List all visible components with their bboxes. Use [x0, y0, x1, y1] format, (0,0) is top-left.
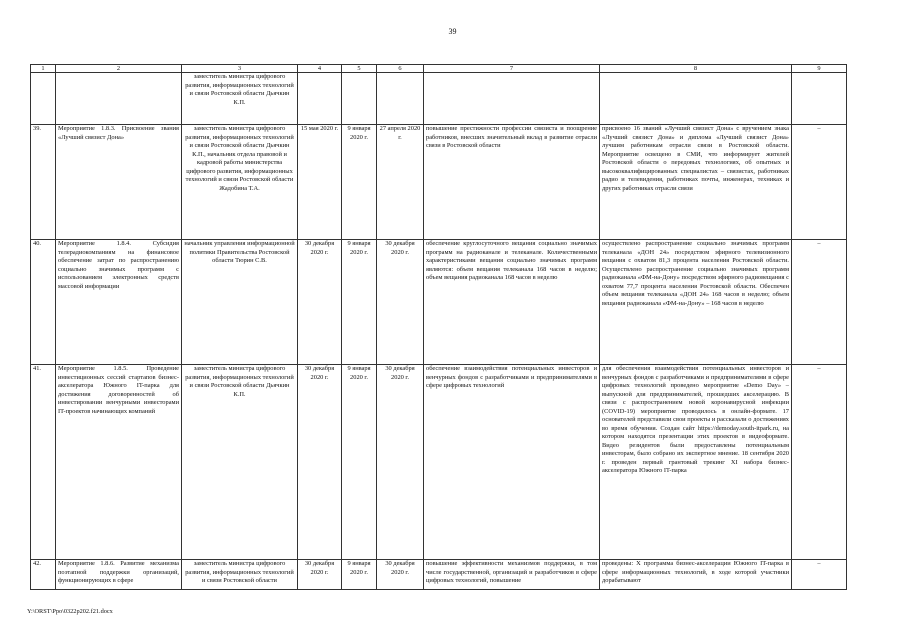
plan-start-cell [298, 73, 342, 125]
row-number: 40. [31, 240, 56, 365]
table-row [31, 73, 847, 125]
plan-end-cell: 9 января 2020 г. [342, 125, 377, 240]
plan-end-cell: 9 января 2020 г. [342, 240, 377, 365]
event-cell: Мероприятие 1.8.5. Проведение инвестиционных сессий стартапов бизнес-акселератора Южного IT-парка для достижения договоренностей об инвестировании венчурными инвесторами IT-проектов начинающих компаний [56, 365, 182, 560]
event-cell: Мероприятие 1.8.3. Присвоение звания «Лучший связист Дона» [56, 125, 182, 240]
column-header: 3 [182, 65, 298, 73]
table-row [31, 240, 847, 365]
actual-result-cell: проведены: X программа бизнес-акселерации Южного IT-парка в сфере информационных технологий, в ходе которой участники дорабатывают [600, 560, 792, 590]
actual-result-cell [600, 73, 792, 125]
column-header: 2 [56, 65, 182, 73]
actual-end-cell: 30 декабря 2020 г. [377, 560, 424, 590]
note-cell: – [792, 365, 847, 560]
actual-end-cell: 30 декабря 2020 г. [377, 365, 424, 560]
column-header: 4 [298, 65, 342, 73]
row-number: 39. [31, 125, 56, 240]
table-row [31, 560, 847, 590]
executor-cell: заместитель министра цифрового развития, информационных технологий и связи Ростовской области Дьячкин К.П., начальник отдела правовой и кадровой работы министерства цифрового развития, информационных технологий и связи Ростовской области Жадобина Т.А. [182, 125, 298, 240]
actual-result-cell: присвоено 16 званий «Лучший связист Дона» с вручением знака «Лучший связист Дона» и диплома «Лучший связист Дона» лучшим работникам отрасли связи в Ростовской области. Мероприятие освещено в СМИ, что информирует жителей Ростовской области о передовых технологиях, об опытных и высококвалифицированных специалистах – связистах, работниках радио и телевидения, работниках почты, инженерах, техниках и других работниках отрасли связи [600, 125, 792, 240]
plan-end-cell: 9 января 2020 г. [342, 560, 377, 590]
expected-result-cell: обеспечение круглосуточного вещания социально значимых программ на радиоканале и телеканале. Количественными характеристиками вещания социально значимых программ являются: объем вещания телеканала 168 часов в неделю; объем вещания радиоканала 168 часов в неделю [424, 240, 600, 365]
executor-cell: начальник управления информационной политики Правительства Ростовской области Тюрин С.В. [182, 240, 298, 365]
executor-cell: заместитель министра цифрового развития, информационных технологий и связи Ростовской области [182, 560, 298, 590]
column-header: 7 [424, 65, 600, 73]
plan-start-cell: 30 декабря 2020 г. [298, 240, 342, 365]
column-header: 6 [377, 65, 424, 73]
event-cell: Мероприятие 1.8.4. Субсидия телерадиокомпаниям на финансовое обеспечение затрат по распространению социально значимых программ с использованием электронных средств массовой информации [56, 240, 182, 365]
row-number: 42. [31, 560, 56, 590]
note-cell [792, 73, 847, 125]
column-header: 9 [792, 65, 847, 73]
actual-end-cell: 27 апреля 2020 г. [377, 125, 424, 240]
row-number: 41. [31, 365, 56, 560]
report-table [30, 64, 847, 590]
column-header: 5 [342, 65, 377, 73]
page-number: 39 [448, 27, 457, 36]
table-row [31, 365, 847, 560]
file-path-footer: Y:\ORST\Ppo\0322p202.f21.docx [27, 608, 113, 615]
note-cell: – [792, 560, 847, 590]
note-cell: – [792, 240, 847, 365]
event-cell: Мероприятие 1.8.6. Развитие механизма поэтапной поддержки организаций, функционирующих в сфере [56, 560, 182, 590]
executor-cell: заместитель министра цифрового развития, информационных технологий и связи Ростовской области Дьячкин К.П. [182, 365, 298, 560]
executor-cell: заместитель министра цифрового развития, информационных технологий и связи Ростовской области Дьячкин К.П. [182, 73, 298, 125]
actual-end-cell [377, 73, 424, 125]
expected-result-cell: повышение престижности профессии связиста и поощрение работников, внесших значительный вклад в развитие отрасли связи в Ростовской области [424, 125, 600, 240]
plan-end-cell [342, 73, 377, 125]
column-header: 8 [600, 65, 792, 73]
plan-start-cell: 30 декабря 2020 г. [298, 365, 342, 560]
note-cell: – [792, 125, 847, 240]
column-header: 1 [31, 65, 56, 73]
actual-end-cell: 30 декабря 2020 г. [377, 240, 424, 365]
table-row [31, 125, 847, 240]
plan-start-cell: 15 мая 2020 г. [298, 125, 342, 240]
actual-result-cell: осуществлено распространение социально значимых программ телеканала «ДОН 24» посредством эфирного телевизионного вещания с охватом 81,3 процента населения Ростовской области. Осуществлено распространение социально значимых программ радиоканала «ФМ-на-Дону» посредством эфирного радиовещания с охватом 77,7 процента населения Ростовской области. Обеспечен объем вещания телеканала «ДОН 24» 168 часов в неделю; объем вещания радиоканала «ФМ-на-Дону» – 168 часов в неделю [600, 240, 792, 365]
expected-result-cell: повышение эффективности механизмов поддержки, в том числе государственной, организаций и разработчиков в сфере цифровых технологий, повышение [424, 560, 600, 590]
actual-result-cell: для обеспечения взаимодействия потенциальных инвесторов и венчурных фондов с разработчиками и предпринимателями в сфере цифровых технологий проведено мероприятие «Demo Day» – выпускной для предпринимателей, прошедших акселерацию. В связи с распространением новой коронавирусной инфекции (COVID-19) мероприятие проводилось в онлайн-формате. 17 основателей представили свои проекты и рассказали о достижениях во время обучения. Создан сайт https://demoday.south-itpark.ru, на котором находятся презентации этих проектов в видеоформате. Видео резидентов были предоставлены потенциальным инвесторам, было собрано их экспертное мнение. 18 сентября 2020 г. проведен первый грантовый трекинг XI набора бизнес-акселератора Южного IT-парка [600, 365, 792, 560]
row-number [31, 73, 56, 125]
plan-end-cell: 9 января 2020 г. [342, 365, 377, 560]
event-cell [56, 73, 182, 125]
plan-start-cell: 30 декабря 2020 г. [298, 560, 342, 590]
expected-result-cell [424, 73, 600, 125]
expected-result-cell: обеспечение взаимодействия потенциальных инвесторов и венчурных фондов с разработчиками и предпринимателями в сфере цифровых технологий [424, 365, 600, 560]
header-row [31, 65, 847, 73]
